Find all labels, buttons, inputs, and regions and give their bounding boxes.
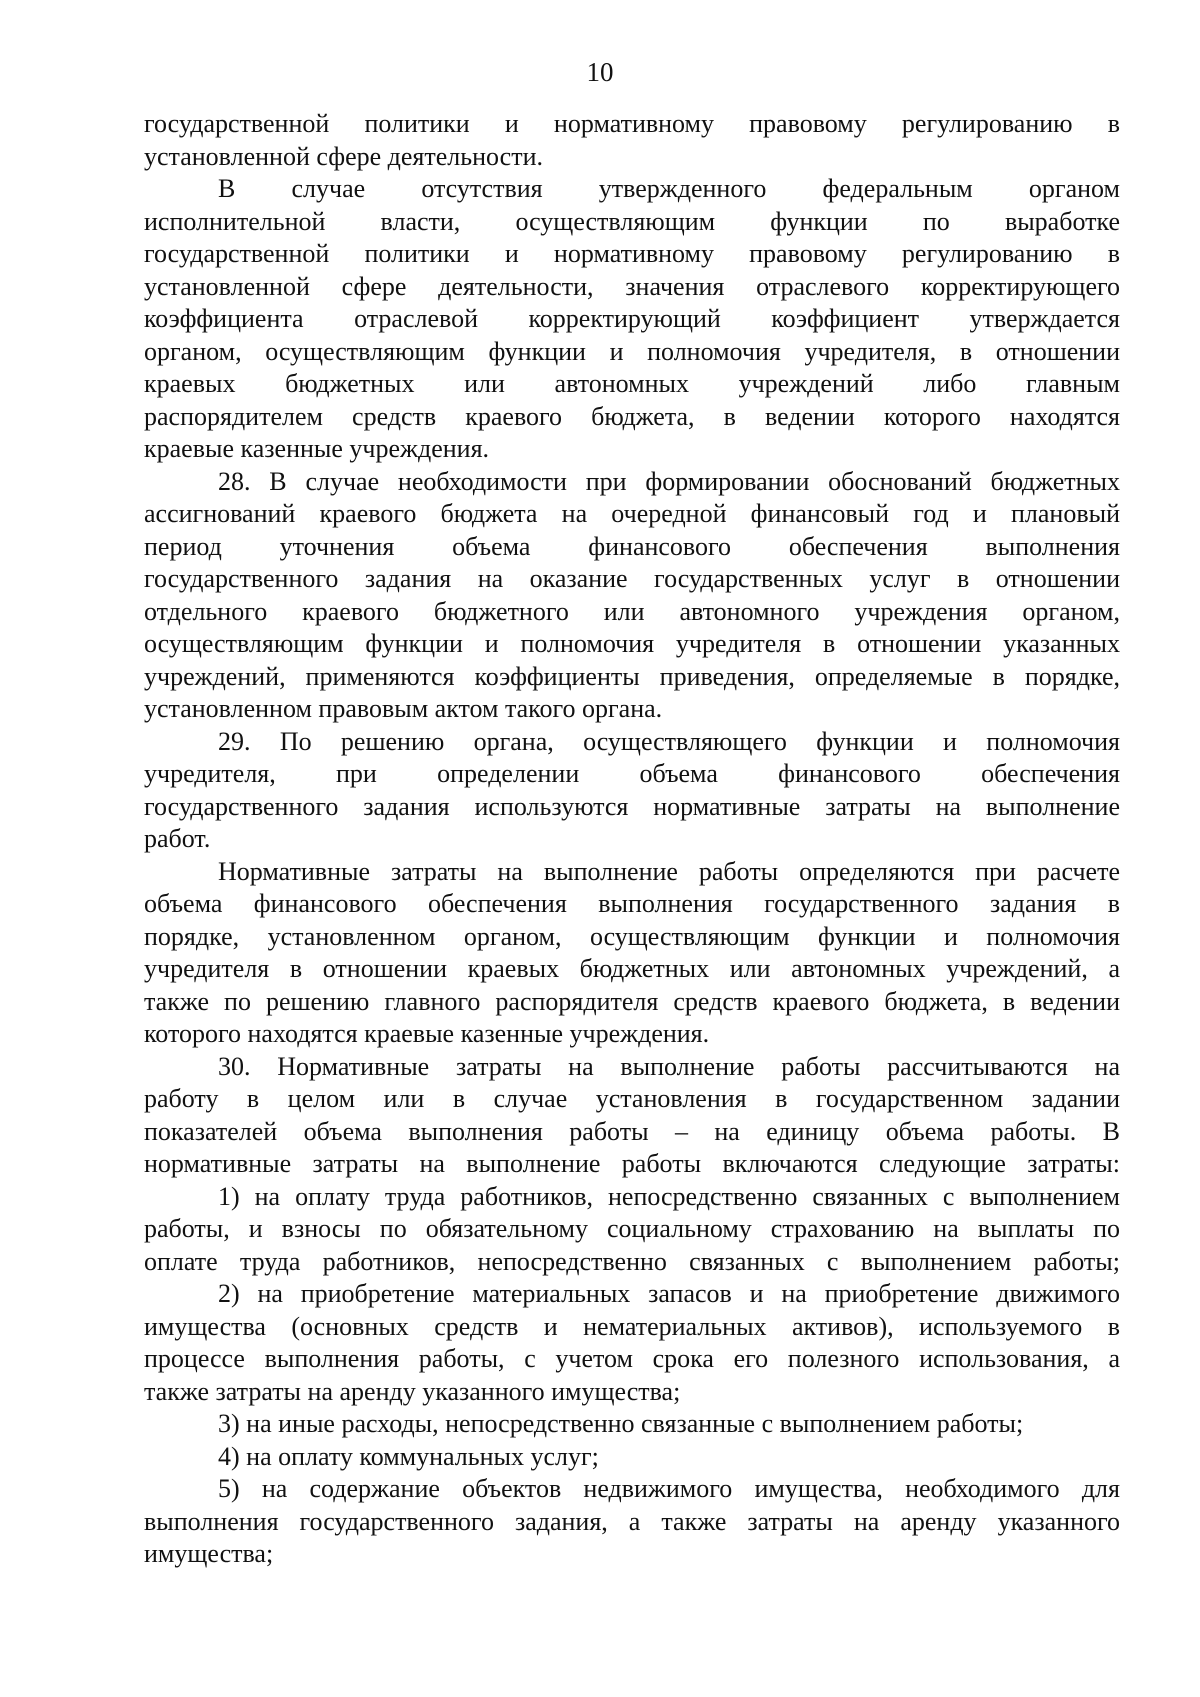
- text-line: 2) на приобретение материальных запасов и на приобретение движимого: [218, 1279, 1120, 1308]
- text-line: коэффициента отраслевой корректирующий коэффициент утверждается: [144, 304, 1120, 333]
- text-line: показателей объема выполнения работы – на единицу объема работы. В: [144, 1116, 1120, 1146]
- text-line: 5) на содержание объектов недвижимого имущества, необходимого для: [218, 1474, 1120, 1503]
- text-line: осуществляющим функции и полномочия учредителя в отношении указанных: [144, 629, 1120, 658]
- text-line: объема финансового обеспечения выполнения государственного задания в: [144, 889, 1120, 918]
- text-line: период уточнения объема финансового обеспечения выполнения: [144, 531, 1120, 561]
- text-line: 30. Нормативные затраты на выполнение работы рассчитываются на: [218, 1051, 1120, 1081]
- text-line: 1) на оплату труда работников, непосредственно связанных с выполнением: [218, 1181, 1120, 1211]
- page-number: 10: [586, 57, 614, 87]
- text-line: работы, и взносы по обязательному социальному страхованию на выплаты по: [144, 1214, 1120, 1243]
- text-line: оплате труда работников, непосредственно связанных с выполнением работы;: [144, 1246, 1120, 1276]
- text-line: процессе выполнения работы, с учетом срока его полезного использования, а: [144, 1344, 1120, 1373]
- text-line: 29. По решению органа, осуществляющего функции и полномочия: [218, 726, 1120, 756]
- text-line: имущества (основных средств и нематериальных активов), используемого в: [144, 1311, 1120, 1341]
- text-line: государственного задания используются нормативные затраты на выполнение: [144, 791, 1120, 821]
- text-line: 28. В случае необходимости при формировании обоснований бюджетных: [218, 466, 1120, 496]
- text-line: государственной политики и нормативному правовому регулированию в: [144, 239, 1120, 268]
- text-line: работу в целом или в случае установления в государственном задании: [144, 1084, 1120, 1113]
- text-line: распорядителем средств краевого бюджета, в ведении которого находятся: [144, 401, 1120, 431]
- text-line: выполнения государственного задания, а также затраты на аренду указанного: [144, 1506, 1120, 1536]
- text-line: ассигнований краевого бюджета на очередной финансовый год и плановый: [144, 499, 1120, 528]
- text-line: краевых бюджетных или автономных учреждений либо главным: [144, 369, 1120, 398]
- text-line: установленной сфере деятельности, значения отраслевого корректирующего: [144, 271, 1120, 301]
- text-line: государственного задания на оказание государственных услуг в отношении: [144, 564, 1120, 593]
- text-line: имущества;: [144, 1539, 274, 1568]
- text-line: которого находятся краевые казенные учреждения.: [144, 1019, 710, 1048]
- text-line: учредителя в отношении краевых бюджетных или автономных учреждений, а: [144, 954, 1120, 983]
- text-line: органом, осуществляющим функции и полномочия учредителя, в отношении: [144, 336, 1120, 366]
- text-line: работ.: [144, 824, 211, 853]
- text-line: Нормативные затраты на выполнение работы определяются при расчете: [218, 856, 1120, 886]
- text-line: краевые казенные учреждения.: [144, 434, 490, 463]
- text-line: установленной сфере деятельности.: [144, 141, 543, 171]
- document-body: [144, 108, 1120, 1571]
- text-line: государственной политики и нормативному правовому регулированию в: [144, 109, 1120, 138]
- text-line: учреждений, применяются коэффициенты приведения, определяемые в порядке,: [144, 661, 1120, 691]
- text-line: 4) на оплату коммунальных услуг;: [218, 1441, 599, 1471]
- text-line: 3) на иные расходы, непосредственно связанные с выполнением работы;: [218, 1409, 1024, 1438]
- text-line: отдельного краевого бюджетного или автономного учреждения органом,: [144, 596, 1120, 626]
- text-line: исполнительной власти, осуществляющим функции по выработке: [144, 206, 1120, 236]
- text-line: В случае отсутствия утвержденного федеральным органом: [218, 174, 1120, 203]
- text-line: установленном правовым актом такого органа.: [144, 694, 663, 723]
- text-line: порядке, установленном органом, осуществляющим функции и полномочия: [144, 921, 1120, 951]
- text-line: также затраты на аренду указанного имущества;: [144, 1376, 681, 1406]
- text-line: также по решению главного распорядителя средств краевого бюджета, в ведении: [144, 986, 1120, 1016]
- text-line: нормативные затраты на выполнение работы включаются следующие затраты:: [144, 1149, 1120, 1178]
- text-line: учредителя, при определении объема финансового обеспечения: [144, 759, 1120, 788]
